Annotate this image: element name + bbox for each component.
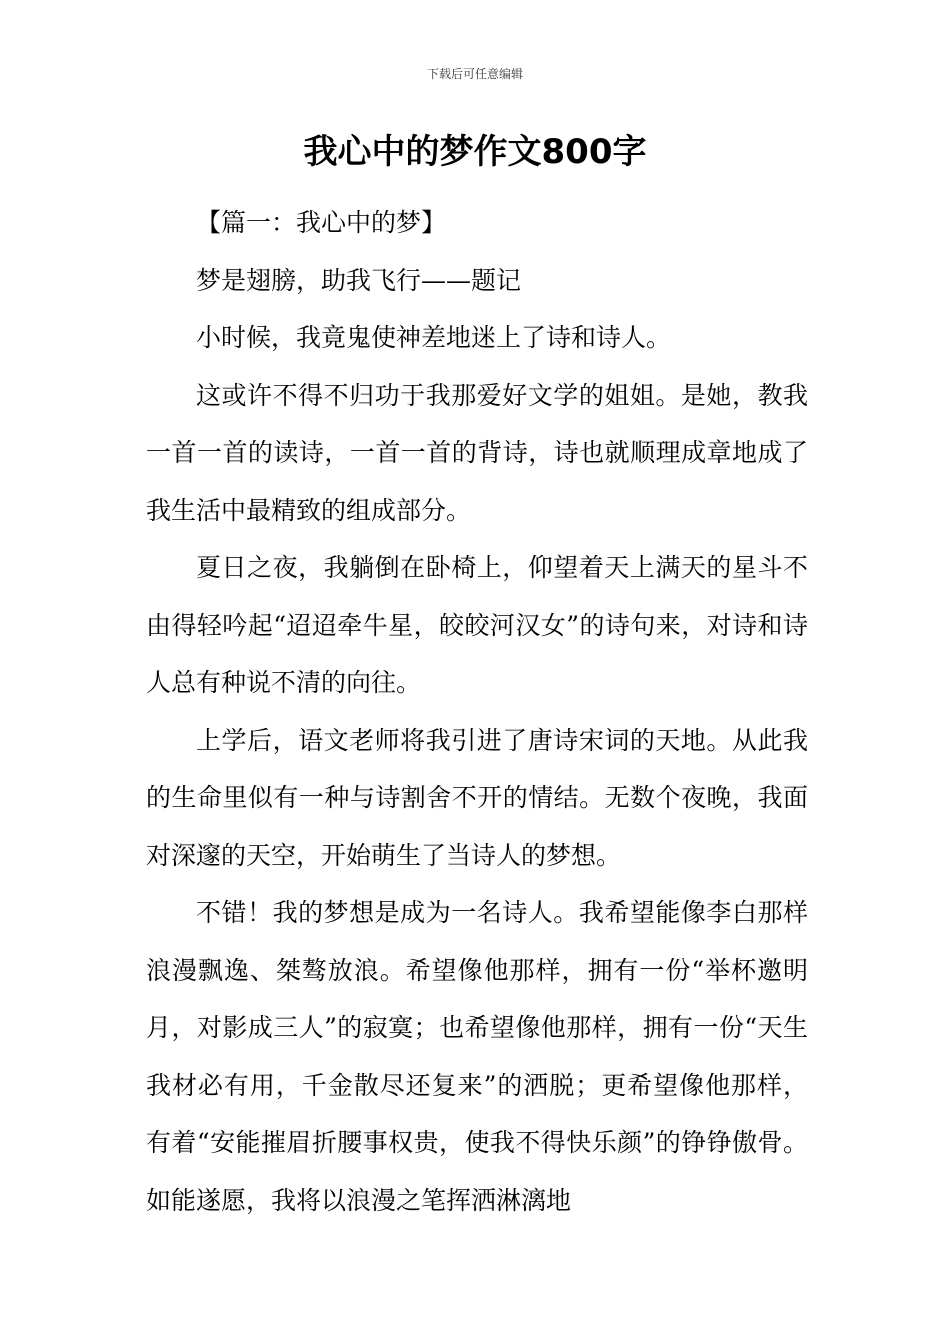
paragraph: 小时候，我竟鬼使神差地迷上了诗和诗人。 bbox=[196, 323, 672, 352]
paragraph: 夏日之夜，我躺倒在卧椅上，仰望着天上满天的星斗不由得轻吟起“迢迢牵牛星，皎皎河汉女”的诗句来，对诗和诗人总有种说不清的向往。 bbox=[146, 553, 808, 697]
page-title: 我心中的梦作文800字 bbox=[303, 132, 647, 172]
paragraph: 这或许不得不归功于我那爱好文学的姐姐。是她，教我一首一首的读诗，一首一首的背诗，诗也就顺理成章地成了我生活中最精致的组成部分。 bbox=[146, 380, 808, 525]
paragraph: 不错！我的梦想是成为一名诗人。我希望能像李白那样浪漫飘逸、桀骜放浪。希望像他那样，拥有一份“举杯邀明月，对影成三人”的寂寞；也希望像他那样，拥有一份“天生我材必有用，千金散尽还复来”的洒脱；更希望像他那样，有着“安能摧眉折腰事权贵，使我不得快乐颜”的铮铮傲骨。如能遂愿，我将以浪漫之笔挥洒淋漓地 bbox=[146, 898, 808, 1215]
header-note: 下载后可任意编辑 bbox=[426, 67, 523, 81]
paragraph: 上学后，语文老师将我引进了唐诗宋词的天地。从此我的生命里似有一种与诗割舍不开的情结。无数个夜晚，我面对深邃的天空，开始萌生了当诗人的梦想。 bbox=[146, 725, 808, 870]
epigraph: 梦是翅膀，助我飞行——题记 bbox=[196, 265, 522, 295]
section-heading: 【篇一：我心中的梦】 bbox=[196, 208, 447, 237]
article-body bbox=[146, 194, 808, 1229]
